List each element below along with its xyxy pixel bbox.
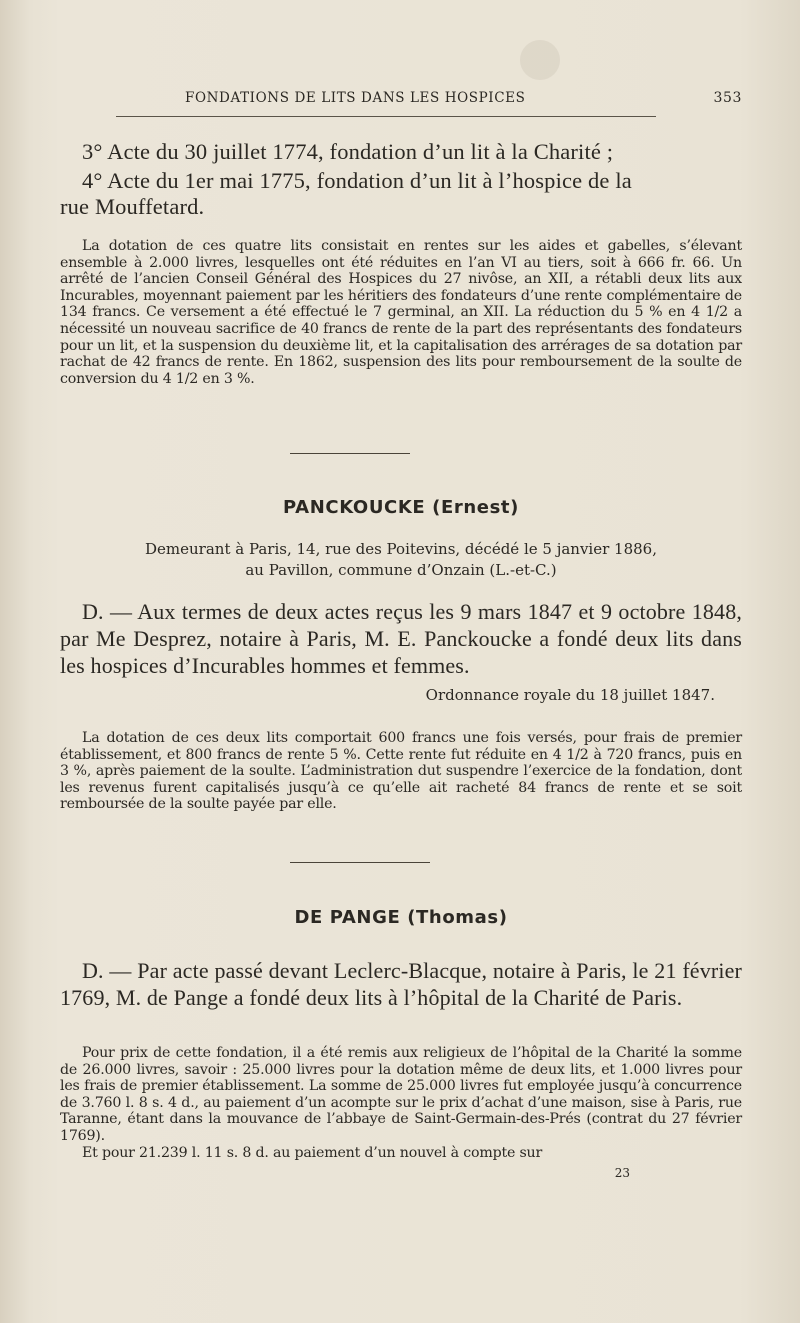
ordinance-text: Ordonnance royale du 18 juillet 1847. — [425, 686, 715, 704]
intro-paragraph: La dotation de ces quatre lits consistait en rentes sur les aides et gabelles, s’élevant ensemble à 2.000 livres, lesquelles ont été réduites en l’an VI au tiers, soit à 666 fr. 66. Un arrêté de l’ancien Conseil Général des Hospices du 27 nivôse, an XII, a rétabli deux lits aux Incurables, moyennant paiement par les héritiers des fondateurs d’une rente complémentaire de 134 francs. Ce versement a été effectué le 7 germinal, an XII. La réduction du 5 % en 4 1/2 a nécessité un nouveau sacrifice de 40 francs de rente de la part des représentants des fondateurs pour un lit, et la suspension du deuxième lit, et la capitalisation des arrérages de sa dotation par rachat de 42 francs de rente. En 1862, suspension des lits pour remboursement de la soulte de conversion du 4 1/2 en 3 %. — [60, 238, 742, 387]
running-header — [60, 90, 742, 112]
intro-item-4-continued: rue Mouffetard. — [60, 194, 205, 219]
section2-last-line: Et pour 21.239 l. 11 s. 8 d. au paiement d’un nouvel à compte sur — [82, 1145, 543, 1161]
header-rule — [116, 116, 656, 117]
section-divider — [290, 453, 410, 454]
donation-text: D. — Par acte passé devant Leclerc-Blacque, notaire à Paris, le 21 février 1769, M. de Pange a fondé deux lits à l’hôpital de la Charité de Paris. — [60, 958, 742, 1010]
intro-item-4: 4° Acte du 1er mai 1775, fondation d’un lit à l’hospice de la — [82, 168, 632, 193]
signature-mark: 23 — [614, 1166, 630, 1180]
paper-stain — [520, 40, 560, 80]
section-heading-de-pange: DE PANGE (Thomas) — [294, 907, 508, 928]
section2-paragraph: Pour prix de cette fondation, il a été remis aux religieux de l’hôpital de la Charité la somme de 26.000 livres, savoir : 25.000 livres pour la dotation même de deux lits, et 1.000 livres pour les frais de premier établissement. La somme de 25.000 livres fut employée jusqu’à concurrence de 3.760 l. 8 s. 4 d., au paiement d’un acompte sur le prix d’achat d’une maison, sise à Paris, rue Taranne, étant dans la mouvance de l’abbaye de Saint-Germain-des-Prés (contrat du 27 février 1769). — [60, 1045, 742, 1144]
intro-item-3: 3° Acte du 30 juillet 1774, fondation d’un lit à la Charité ; — [82, 139, 614, 164]
donation-text: D. — Aux termes de deux actes reçus les 9 mars 1847 et 9 octobre 1848, par Me Desprez, notaire à Paris, M. E. Panckoucke a fondé deux lits dans les hospices d’Incurables hommes et femmes. — [60, 599, 742, 678]
section-heading-panckoucke: PANCKOUCKE (Ernest) — [283, 497, 519, 518]
section1-paragraph: La dotation de ces deux lits comportait 600 francs une fois versés, pour frais de premier établissement, et 800 francs de rente 5 %. Cette rente fut réduite en 4 1/2 à 720 francs, puis en 3 %, après paiement de la soulte. L’administration dut suspendre l’exercice de la fondation, dont les revenus furent capitalisés jusqu’à ce qu’elle ait racheté 84 francs de rente et se soit remboursée de la soulte payée par elle. — [60, 730, 742, 813]
section-divider — [290, 862, 430, 863]
residence-line-1: Demeurant à Paris, 14, rue des Poitevins, décédé le 5 janvier 1886, — [145, 540, 657, 558]
page-number: 353 — [713, 90, 742, 106]
residence-line-2: au Pavillon, commune d’Onzain (L.-et-C.) — [245, 561, 557, 579]
running-title: FONDATIONS DE LITS DANS LES HOSPICES — [185, 90, 526, 106]
